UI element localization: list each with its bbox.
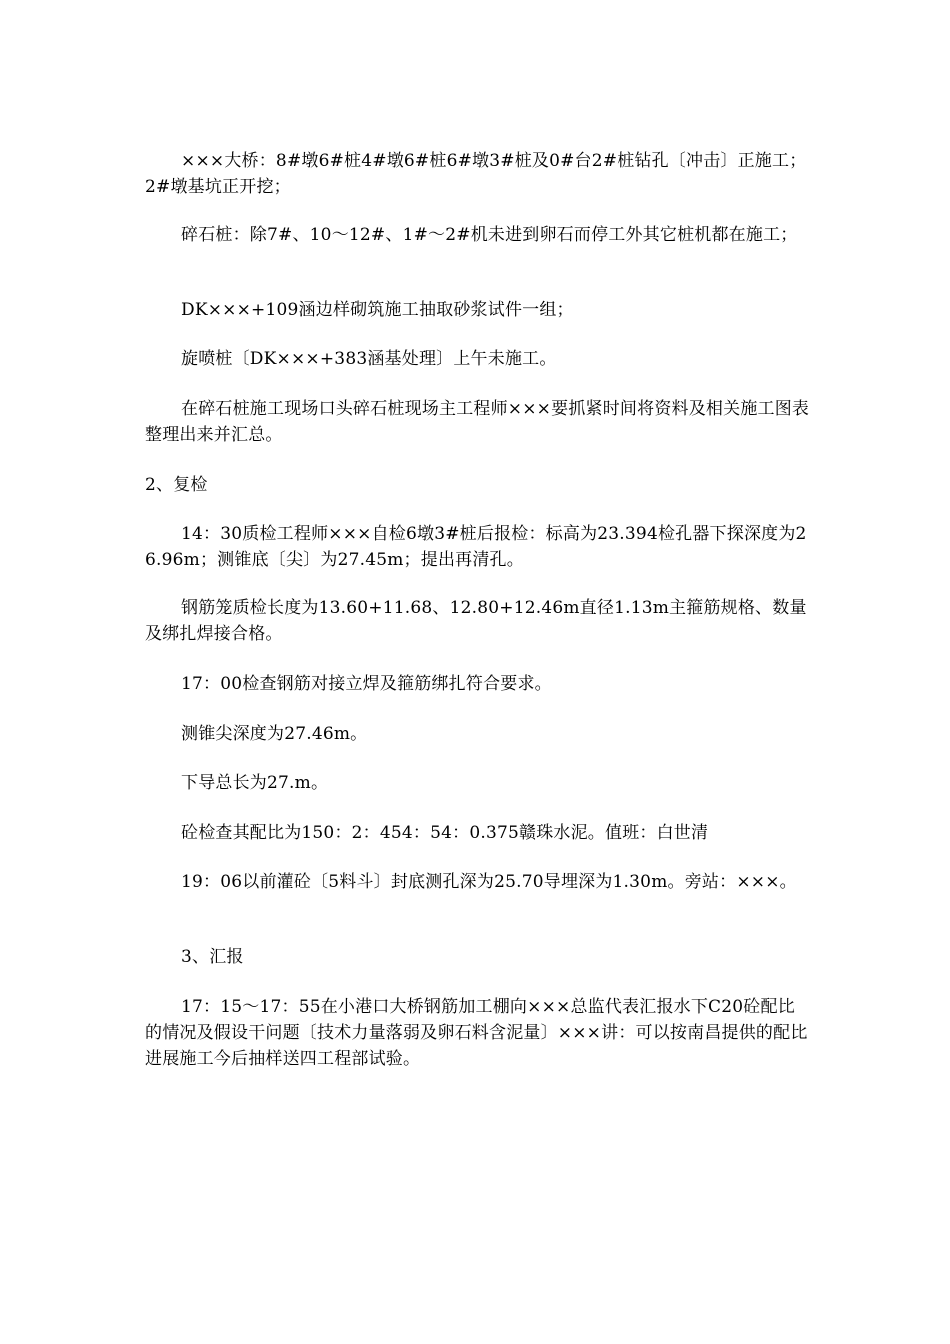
paragraph-weld-check: 17：00检查钢筋对接立焊及箍筋绑扎符合要求。	[181, 674, 552, 694]
paragraph-gravel-piles: 碎石桩：除7#、10～12#、1#～2#机未进到卵石而停工外其它桩机都在施工；	[181, 225, 798, 245]
paragraph-site-instruction: 在碎石桩施工现场口头碎石桩现场主工程师×××要抓紧时间将资料及相关施工图表整理出来并汇总。	[145, 399, 810, 445]
paragraph-report-details: 17：15～17：55在小港口大桥钢筋加工棚向×××总监代表汇报水下C20砼配比的情况及假设干问题〔技术力量落弱及卵石料含泥量〕×××讲：可以按南昌提供的配比进展施工今后抽样送四工程部试验。	[145, 997, 808, 1069]
section-heading-report: 3、汇报	[181, 947, 244, 967]
paragraph-concrete-mix: 砼检查其配比为150：2：454：54：0.375赣珠水泥。值班：白世清	[181, 823, 709, 843]
paragraph-jet-grouting: 旋喷桩〔DK×××+383涵基处理〕上午未施工。	[181, 349, 557, 369]
section-heading-recheck: 2、复检	[145, 475, 208, 495]
paragraph-conduit-length: 下导总长为27.m。	[181, 773, 329, 793]
paragraph-cone-depth: 测锥尖深度为27.46m。	[181, 724, 368, 744]
paragraph-pile-inspection: 14：30质检工程师×××自检6墩3#桩后报检：标高为23.394检孔器下探深度为26.96m；测锥底〔尖〕为27.45m；提出再清孔。	[145, 524, 807, 570]
paragraph-culvert-mortar: DK×××+109涵边样砌筑施工抽取砂浆试件一组；	[181, 300, 574, 320]
paragraph-concrete-pouring: 19：06以前灌砼〔5料斗〕封底测孔深为25.70导埋深为1.30m。旁站：×××。	[181, 872, 797, 892]
paragraph-rebar-cage: 钢筋笼质检长度为13.60+11.68、12.80+12.46m直径1.13m主箍筋规格、数量及绑扎焊接合格。	[145, 598, 807, 644]
paragraph-bridge-progress: ×××大桥：8#墩6#桩4#墩6#桩6#墩3#桩及0#台2#桩钻孔〔冲击〕正施工；2#墩基坑正开挖；	[145, 151, 807, 197]
